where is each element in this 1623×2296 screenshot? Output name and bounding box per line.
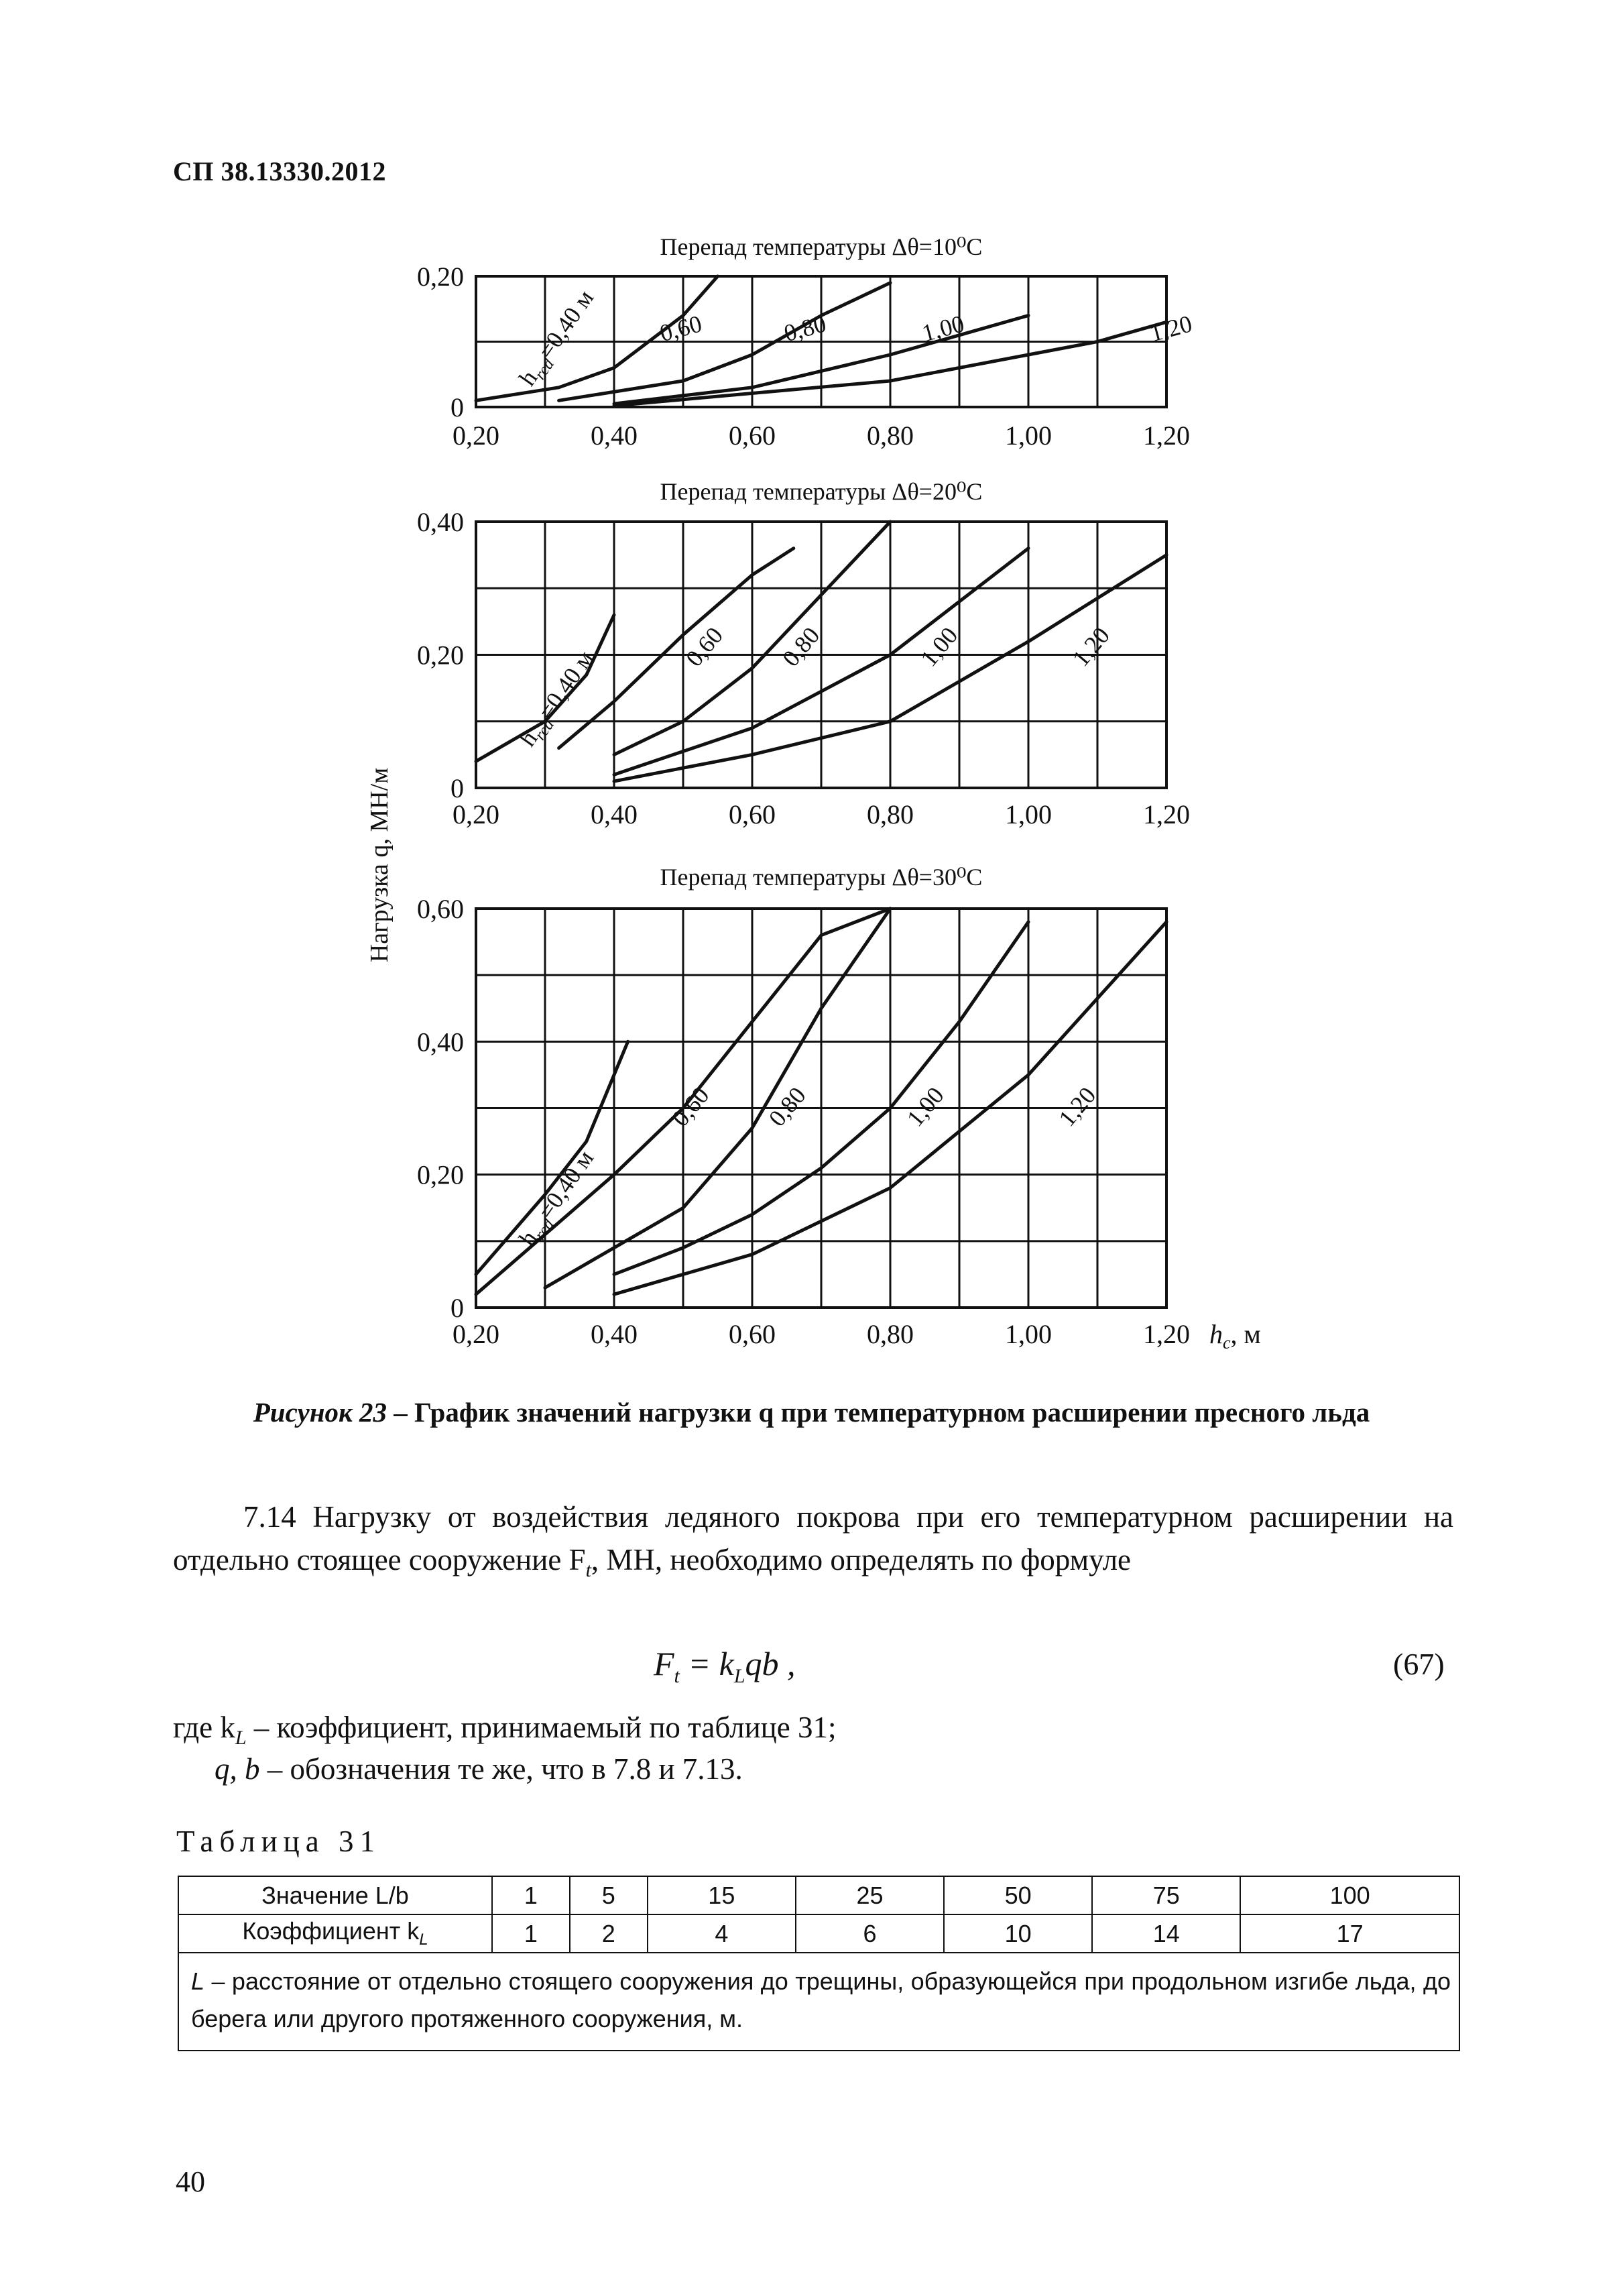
table-note: L – расстояние от отдельно стоящего сооружения до трещины, образующейся при продольном изгибе льда, до берега или другого протяженного сооружения, м. [178, 1953, 1459, 2051]
x-tick-label: 1,00 [1005, 799, 1052, 829]
table-cell: 17 [1240, 1914, 1459, 1953]
document-header: СП 38.13330.2012 [173, 156, 386, 186]
x-tick-label: 0,40 [591, 799, 638, 829]
x-axis-unit: $h_c$, м [1209, 1319, 1261, 1353]
table-cell: 75 [1092, 1876, 1240, 1914]
page-number: 40 [176, 2165, 205, 2198]
y-tick-label: 0,20 [417, 1159, 464, 1190]
table-cell: 15 [648, 1876, 796, 1914]
table-cell: 2 [570, 1914, 648, 1953]
paragraph-7-14: 7.14 Нагрузку от воздействия ледяного покрова при его температурном расширении на отдельно стоящее сооружение $F_t$, МН, необходимо определять по формуле [173, 1500, 1453, 1581]
curve-label: 1,00 [915, 622, 963, 672]
table-row-lb [178, 1876, 1459, 1914]
curve-label: 0,60 [656, 310, 705, 347]
x-tick-label: 0,40 [591, 420, 638, 451]
curve-label: 0,80 [763, 1082, 811, 1132]
x-tick-label: 0,60 [729, 420, 776, 451]
x-tick-label: 0,20 [453, 1319, 499, 1349]
curve-label: 1,00 [901, 1082, 949, 1132]
curve-line [559, 549, 794, 748]
table-cell: 10 [944, 1914, 1092, 1953]
x-tick-label: 1,20 [1143, 420, 1190, 451]
y-tick-label: 0,20 [417, 640, 464, 671]
table-cell: 100 [1240, 1876, 1459, 1914]
y-axis-label: Нагрузка q, МН/м [365, 767, 394, 963]
panel-title: Перепад температуры Δθ=10⁰C [660, 233, 983, 260]
x-tick-label: 1,00 [1005, 420, 1052, 451]
y-tick-label: 0 [450, 1293, 464, 1323]
curve-label: 0,80 [781, 310, 829, 347]
table-cell: 6 [796, 1914, 944, 1953]
y-tick-label: 0,20 [417, 262, 464, 292]
where-line-1: где $k_L$ – коэффициент, принимаемый по таблице 31; [173, 1711, 837, 1749]
formula-67: $F_t = k_Lqb$ , [654, 1645, 796, 1687]
curve-label: 0,60 [680, 622, 729, 672]
x-tick-label: 0,20 [453, 420, 499, 451]
x-tick-label: 0,20 [453, 799, 499, 829]
y-tick-label: 0,40 [417, 1027, 464, 1057]
x-tick-label: 0,60 [729, 1319, 776, 1349]
curve-label-hred: $h_{red}=0,40$ м [514, 1145, 599, 1251]
row-label-kl: Коэффициент $k_L$ [178, 1914, 492, 1953]
table-row-note [178, 1953, 1459, 2051]
table-title: Таблица 31 [176, 1825, 381, 1858]
curve-label: 0,80 [777, 622, 825, 672]
panel-title: Перепад температуры Δθ=30⁰C [660, 864, 983, 891]
x-tick-label: 1,00 [1005, 1319, 1052, 1349]
y-tick-label: 0,40 [417, 507, 464, 537]
curve-label-hred: $h_{red}=0,40$ м [514, 284, 599, 391]
x-tick-label: 1,20 [1143, 1319, 1190, 1349]
curve-label: 1,20 [1147, 310, 1195, 347]
figure-caption: Рисунок 23 – График значений нагрузки q при температурном расширении пресного льда [253, 1397, 1370, 1428]
table-row-kl [178, 1914, 1459, 1953]
where-line-2: q, b – обозначения те же, что в 7.8 и 7.13. [215, 1752, 743, 1786]
panel-title: Перепад температуры Δθ=20⁰C [660, 478, 983, 505]
equation-number: (67) [1393, 1647, 1445, 1681]
x-tick-label: 0,80 [867, 420, 914, 451]
y-tick-label: 0 [450, 392, 464, 422]
table-cell: 14 [1092, 1914, 1240, 1953]
x-tick-label: 0,80 [867, 799, 914, 829]
table-cell: 1 [492, 1914, 570, 1953]
x-tick-label: 0,40 [591, 1319, 638, 1349]
curve-label: 1,20 [1067, 622, 1116, 672]
row-label-lb: Значение L/b [178, 1876, 492, 1914]
table-cell: 4 [648, 1914, 796, 1953]
curve-label-hred: $h_{red}=0,40$ м [514, 645, 599, 752]
y-tick-label: 0,60 [417, 894, 464, 924]
table-cell: 5 [570, 1876, 648, 1914]
table-cell: 25 [796, 1876, 944, 1914]
table-31 [178, 1876, 1460, 2051]
table-cell: 1 [492, 1876, 570, 1914]
curve-line [476, 1041, 628, 1274]
curve-label: 0,60 [666, 1082, 715, 1132]
y-tick-label: 0 [450, 773, 464, 803]
curve-label: 1,00 [919, 310, 967, 347]
x-tick-label: 0,80 [867, 1319, 914, 1349]
x-tick-label: 0,60 [729, 799, 776, 829]
curve-label: 1,20 [1053, 1082, 1101, 1132]
x-tick-label: 1,20 [1143, 799, 1190, 829]
table-cell: 50 [944, 1876, 1092, 1914]
